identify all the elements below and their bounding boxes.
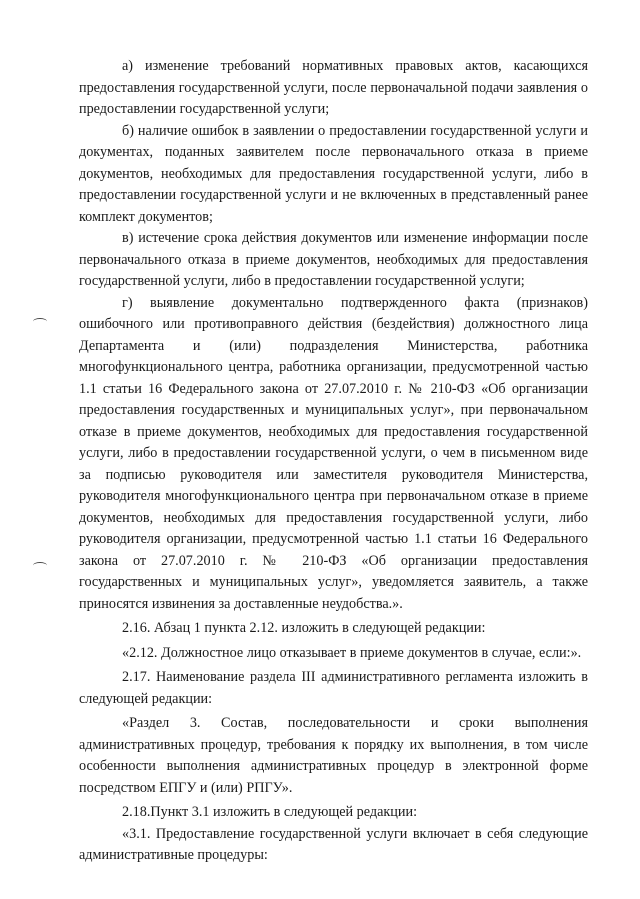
paragraph-b: б) наличие ошибок в заявлении о предоставлении государственной услуги и документах, поданных заявителем после первоначального отказа в приеме документов, необходимых для предоставления государственной услуги, либо в предоставлении государственной услуги и не включенных в представленный ранее комплект документов; [79, 122, 588, 225]
paragraph-3-1-quote: «3.1. Предоставление государственной услуги включает в себя следующие административные процедуры: [79, 825, 588, 863]
paragraph-2-12-quote: «2.12. Должностное лицо отказывает в приеме документов в случае, если:». [122, 644, 582, 661]
margin-mark [33, 318, 47, 325]
paragraph-2-18: 2.18.Пункт 3.1 изложить в следующей редакции: [122, 804, 418, 820]
paragraph-g: г) выявление документально подтвержденного факта (признаков) ошибочного или противоправного действия (бездействия) должностного лица Департамента и (или) подразделения Министерства, работника многофункционального центра, работника организации, предусмотренной частью 1.1 статьи 16 Федерального закона от 27.07.2010 г. № 210-ФЗ «Об организации предоставления государственных и муниципальных услуг», при первоначальном отказе в приеме документов, необходимых для предоставления государственной услуги, либо в предоставлении государственной услуги, о чем в письменном виде за подписью руководителя или заместителя руководителя Министерства, руководителя многофункционального центра при первоначальном отказе в приеме документов, необходимых для предоставления государственной услуги, либо руководителя организации, предусмотренной частью 1.1 статьи 16 Федерального закона от 27.07.2010 г. № 210-ФЗ «Об организации предоставления государственных и муниципальных услуг», уведомляется заявитель, а также приносятся извинения за доставленные неудобства.». [79, 294, 588, 612]
document-body [79, 56, 588, 867]
paragraph-2-17: 2.17. Наименование раздела III административного регламента изложить в следующей редакции: [79, 669, 588, 707]
paragraph-2-16: 2.16. Абзац 1 пункта 2.12. изложить в следующей редакции: [122, 620, 486, 636]
paragraph-v: в) истечение срока действия документов или изменение информации после первоначального отказа в приеме документов, необходимых для предоставления государственной услуги, либо в предоставлении государственной услуги; [79, 230, 588, 289]
paragraph-a: а) изменение требований нормативных правовых актов, касающихся предоставления государственной услуги, после первоначальной подачи заявления о предоставлении государственной услуги; [79, 58, 588, 117]
margin-mark [33, 562, 47, 569]
paragraph-section-3-quote: «Раздел 3. Состав, последовательности и сроки выполнения административных процедур, требования к порядку их выполнения, в том числе особенности выполнения административных процедур в электронной форме посредством ЕПГУ и (или) РПГУ». [79, 715, 588, 796]
